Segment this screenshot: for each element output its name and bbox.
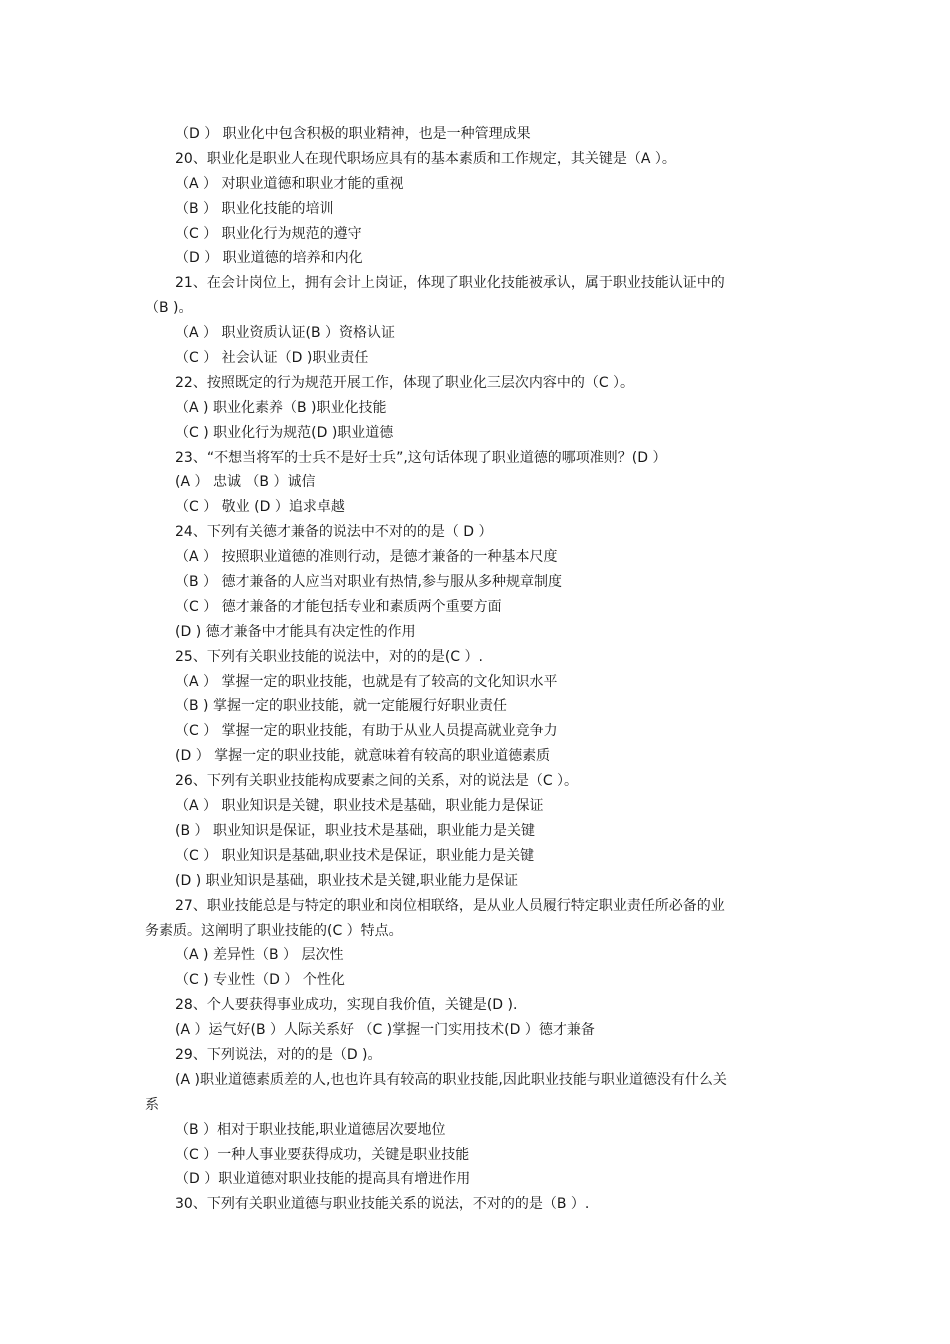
text-line: （A ) 职业化素养（B )职业化技能 xyxy=(175,399,387,416)
text-line: （B ） 职业化技能的培训 xyxy=(175,200,334,217)
text-line: 务素质。这阐明了职业技能的(C ）特点。 xyxy=(145,922,403,939)
text-line: (A )职业道德素质差的人,也也许具有较高的职业技能,因此职业技能与职业道德没有什么关 xyxy=(175,1071,727,1088)
text-line: (B ） 职业知识是保证，职业技术是基础，职业能力是关键 xyxy=(175,822,535,839)
text-line: （D ） 职业化中包含积极的职业精神，也是一种管理成果 xyxy=(175,126,531,142)
text-line: 27、职业技能总是与特定的职业和岗位相联络，是从业人员履行特定职业责任所必备的业 xyxy=(175,897,725,914)
text-line: （C ）一种人事业要获得成功，关键是职业技能 xyxy=(175,1146,470,1163)
text-line: （C ） 职业知识是基础,职业技术是保证，职业能力是关键 xyxy=(175,847,535,864)
text-line: (A ） 忠诚 （B ）诚信 xyxy=(175,474,316,491)
text-line: 29、下列说法，对的的是（D )。 xyxy=(175,1046,382,1063)
text-line: （C ) 职业化行为规范(D )职业道德 xyxy=(175,424,394,441)
text-line: （D ） 职业道德的培养和内化 xyxy=(175,250,363,267)
text-line: 26、下列有关职业技能构成要素之间的关系，对的说法是（C ）。 xyxy=(175,773,579,790)
text-line: （C ） 德才兼备的才能包括专业和素质两个重要方面 xyxy=(175,598,502,615)
text-line: 30、下列有关职业道德与职业技能关系的说法，不对的的是（B ）. xyxy=(175,1196,590,1213)
text-line: （A ) 差异性（B ） 层次性 xyxy=(175,947,344,964)
text-line: （C ） 敬业 (D ）追求卓越 xyxy=(175,499,345,516)
text-line: （B ） 德才兼备的人应当对职业有热情,参与服从多种规章制度 xyxy=(175,574,562,591)
text-line: 28、个人要获得事业成功，实现自我价值，关键是(D ). xyxy=(175,997,518,1014)
text-line: （C ） 掌握一定的职业技能，有助于从业人员提高就业竞争力 xyxy=(175,723,558,740)
text-line: （C ） 职业化行为规范的遵守 xyxy=(175,225,362,242)
text-line: (D ） 掌握一定的职业技能，就意味着有较高的职业道德素质 xyxy=(175,748,551,765)
text-line: 25、下列有关职业技能的说法中，对的的是(C ）. xyxy=(175,648,483,665)
text-line: （B ) 掌握一定的职业技能，就一定能履行好职业责任 xyxy=(175,698,507,715)
text-line: 20、职业化是职业人在现代职场应具有的基本素质和工作规定，其关键是（A ）。 xyxy=(175,150,676,167)
text-line: 22、按照既定的行为规范开展工作，体现了职业化三层次内容中的（C ）。 xyxy=(175,374,635,391)
text-line: (D ) 职业知识是基础，职业技术是关键,职业能力是保证 xyxy=(175,872,519,889)
text-line: （D ）职业道德对职业技能的提高具有增进作用 xyxy=(175,1171,471,1188)
document-body xyxy=(145,122,815,1217)
text-line: （C ） 社会认证（D )职业责任 xyxy=(175,350,369,367)
text-line: (D ) 德才兼备中才能具有决定性的作用 xyxy=(175,623,416,640)
text-line: 24、下列有关德才兼备的说法中不对的的是（ D ） xyxy=(175,524,493,541)
text-line: （A ） 对职业道德和职业才能的重视 xyxy=(175,175,404,192)
text-line: 23、“不想当将军的士兵不是好士兵”,这句话体现了职业道德的哪项准则？(D ） xyxy=(175,449,667,466)
text-line: （B ）相对于职业技能,职业道德居次要地位 xyxy=(175,1121,446,1138)
text-line: （B )。 xyxy=(145,300,193,317)
text-line: （A ） 职业资质认证(B ）资格认证 xyxy=(175,325,395,342)
text-line: 系 xyxy=(145,1096,159,1113)
text-line: （A ） 掌握一定的职业技能，也就是有了较高的文化知识水平 xyxy=(175,673,558,690)
text-line: （C ) 专业性（D ） 个性化 xyxy=(175,972,345,989)
text-line: （A ） 职业知识是关键，职业技术是基础，职业能力是保证 xyxy=(175,798,544,815)
text-line: （A ） 按照职业道德的准则行动，是德才兼备的一种基本尺度 xyxy=(175,549,558,566)
text-line: 21、在会计岗位上，拥有会计上岗证，体现了职业化技能被承认，属于职业技能认证中的 xyxy=(175,275,725,292)
text-line: (A ）运气好(B ）人际关系好 （C )掌握一门实用技术(D ）德才兼备 xyxy=(175,1022,595,1039)
